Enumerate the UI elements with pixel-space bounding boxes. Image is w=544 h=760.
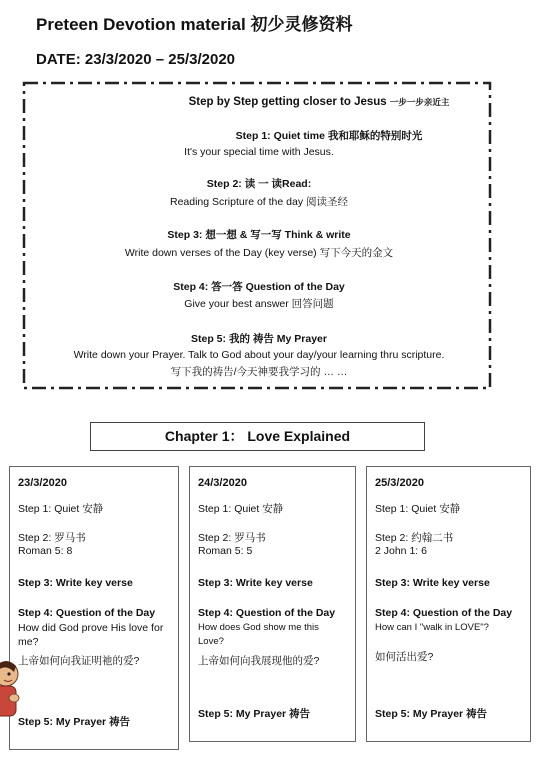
day-step4: Step 4: Question of the Day [375,607,513,619]
day-step4: Step 4: Question of the Day [18,607,156,619]
day-step2: Step 2: 约翰二书 [375,532,454,544]
day-question-cn: 如何活出爱? [375,651,434,663]
day-step3: Step 3: Write key verse [375,577,490,589]
day-question: How can I "walk in LOVE"? [375,622,489,633]
steps-heading [24,96,544,108]
step1-desc: It's your special time with Jesus. [184,146,334,158]
day-column-2 [189,466,356,742]
step4-title: Step 4: 答一答 Question of the Day [173,281,345,293]
step5-title: Step 5: 我的 祷告 My Prayer [191,333,327,345]
day-step1: Step 1: Quiet 安静 [198,503,284,515]
day-step5: Step 5: My Prayer 祷告 [375,708,488,720]
step2-desc: Reading Scripture of the day 阅读圣经 [170,196,348,208]
day-step1: Step 1: Quiet 安静 [18,503,104,515]
day-date: 24/3/2020 [198,477,247,489]
day-question-cn: 上帝如何向我展现他的爱? [198,655,320,667]
page-title: Preteen Devotion material 初少灵修资料 [36,15,353,34]
day-step3: Step 3: Write key verse [18,577,133,589]
day-date: 23/3/2020 [18,477,67,489]
day-step2: Step 2: 罗马书 [198,532,266,544]
chapter-title: Chapter 1： Love Explained [90,422,425,451]
day-question: How does God show me this Love? [198,622,319,647]
step4-desc: Give your best answer 回答问题 [184,298,334,310]
step5-desc-cn: 写下我的祷告/今天神要我学习的 … … [170,366,348,378]
day-reference: Roman 5: 5 [198,545,253,557]
step3-desc: Write down verses of the Day (key verse) 写下今天的金文 [124,247,394,259]
day-question-cn: 上帝如何向我证明祂的爱? [18,655,140,667]
day-step3: Step 3: Write key verse [198,577,313,589]
cartoon-character-icon [0,660,26,724]
step3-title: Step 3: 想一想 & 写一写 Think & write [167,229,351,241]
day-column-1 [9,466,179,750]
day-column-3 [366,466,531,742]
day-step4: Step 4: Question of the Day [198,607,336,619]
day-reference: 2 John 1: 6 [375,545,427,557]
day-question: How did God prove His love for me? [18,622,164,648]
step1-title: Step 1: Quiet time 我和耶稣的特别时光 [235,130,423,142]
step5-desc: Write down your Prayer. Talk to God about your day/your learning thru scripture. [73,349,445,361]
day-step5: Step 5: My Prayer 祷告 [198,708,311,720]
steps-heading-cn: 一步一步亲近主 [389,97,450,107]
day-date: 25/3/2020 [375,477,424,489]
day-step5: Step 5: My Prayer 祷告 [18,716,131,728]
steps-heading-en: Step by Step getting closer to Jesus [188,96,387,108]
day-reference: Roman 5: 8 [18,545,73,557]
day-step1: Step 1: Quiet 安静 [375,503,461,515]
day-step2: Step 2: 罗马书 [18,532,86,544]
step2-title: Step 2: 读 一 读Read: [206,178,312,190]
date-range: DATE: 23/3/2020 – 25/3/2020 [36,51,236,68]
